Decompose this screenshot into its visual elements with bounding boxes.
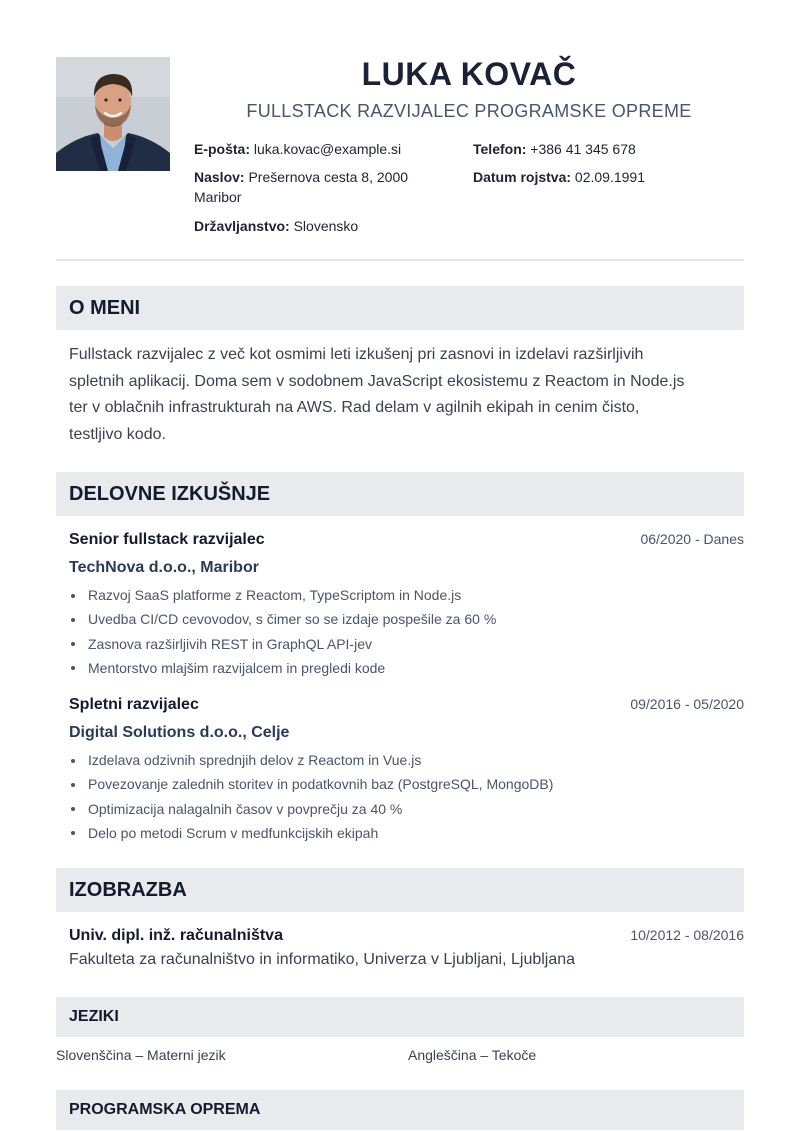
birth-row xyxy=(473,167,645,187)
email-row xyxy=(194,139,401,159)
education-date: 10/2012 - 08/2016 xyxy=(630,927,744,943)
birth-value: 02.09.1991 xyxy=(574,169,645,185)
about-section-header: O MENI xyxy=(56,286,744,330)
address-value: Prešernova cesta 8, 2000 xyxy=(248,169,409,185)
about-line: testljivo kodo. xyxy=(69,425,166,443)
job-title: Senior fullstack razvijalec xyxy=(69,531,265,548)
header-divider xyxy=(56,259,744,261)
citizenship-value: Slovensko xyxy=(293,218,359,234)
job-company: TechNova d.o.o., Maribor xyxy=(69,559,259,576)
experience-section-header: DELOVNE IZKUŠNJE xyxy=(56,472,744,516)
address-value-line2: Maribor xyxy=(194,189,242,205)
profile-photo xyxy=(56,57,170,171)
email-label: E-pošta: xyxy=(194,141,250,157)
list-item: Zasnova razširljivih REST in GraphQL API-jev xyxy=(69,632,729,656)
person-portrait-icon xyxy=(56,57,170,171)
languages-section-header: JEZIKI xyxy=(56,997,744,1037)
phone-label: Telefon: xyxy=(473,141,527,157)
about-line: ter v oblačnih infrastrukturah na AWS. Rad delam v agilnih ekipah in cenim čisto, xyxy=(69,399,640,416)
job-bullet-list xyxy=(69,583,729,680)
address-row xyxy=(194,167,454,207)
job-date: 06/2020 - Danes xyxy=(640,531,744,547)
list-item: Razvoj SaaS platforme z Reactom, TypeScriptom in Node.js xyxy=(69,583,729,607)
education-degree: Univ. dipl. inž. računalništva xyxy=(69,927,283,944)
candidate-role: FULLSTACK RAZVIJALEC PROGRAMSKE OPREME xyxy=(246,101,692,121)
education-section-header: IZOBRAZBA xyxy=(56,868,744,912)
phone-row xyxy=(473,139,636,159)
about-text xyxy=(69,342,739,448)
job-title: Spletni razvijalec xyxy=(69,696,199,713)
language-item: Angleščina – Tekoče xyxy=(408,1047,537,1063)
about-line: spletnih aplikacij. Doma sem v sodobnem JavaScript ekosistemu z Reactom in Node.js xyxy=(69,372,685,390)
birth-label: Datum rojstva: xyxy=(473,169,572,185)
address-label: Naslov: xyxy=(194,169,245,185)
software-section-header: PROGRAMSKA OPREMA xyxy=(56,1090,744,1130)
job-date: 09/2016 - 05/2020 xyxy=(630,696,744,712)
language-item: Slovenščina – Materni jezik xyxy=(56,1047,226,1063)
list-item: Mentorstvo mlajšim razvijalcem in pregledi kode xyxy=(69,656,729,680)
candidate-name: LUKA KOVAČ xyxy=(361,56,577,92)
email-value[interactable]: luka.kovac@example.si xyxy=(253,141,402,157)
list-item: Uvedba CI/CD cevovodov, s čimer so se izdaje pospešile za 60 % xyxy=(69,607,729,631)
job-bullet-list xyxy=(69,748,729,845)
citizenship-row xyxy=(194,216,358,236)
education-school: Fakulteta za računalništvo in informatiko, Univerza v Ljubljani, Ljubljana xyxy=(69,951,576,968)
list-item: Izdelava odzivnih sprednjih delov z Reactom in Vue.js xyxy=(69,748,729,772)
list-item: Povezovanje zalednih storitev in podatkovnih baz (PostgreSQL, MongoDB) xyxy=(69,772,729,796)
phone-value: +386 41 345 678 xyxy=(530,141,636,157)
job-company: Digital Solutions d.o.o., Celje xyxy=(69,724,290,741)
list-item: Optimizacija nalagalnih časov v povprečju za 40 % xyxy=(69,797,729,821)
citizenship-label: Državljanstvo: xyxy=(194,218,290,234)
about-line: Fullstack razvijalec z več kot osmimi leti izkušenj pri zasnovi in izdelavi razširljivih xyxy=(69,346,644,363)
list-item: Delo po metodi Scrum v medfunkcijskih ekipah xyxy=(69,821,729,845)
